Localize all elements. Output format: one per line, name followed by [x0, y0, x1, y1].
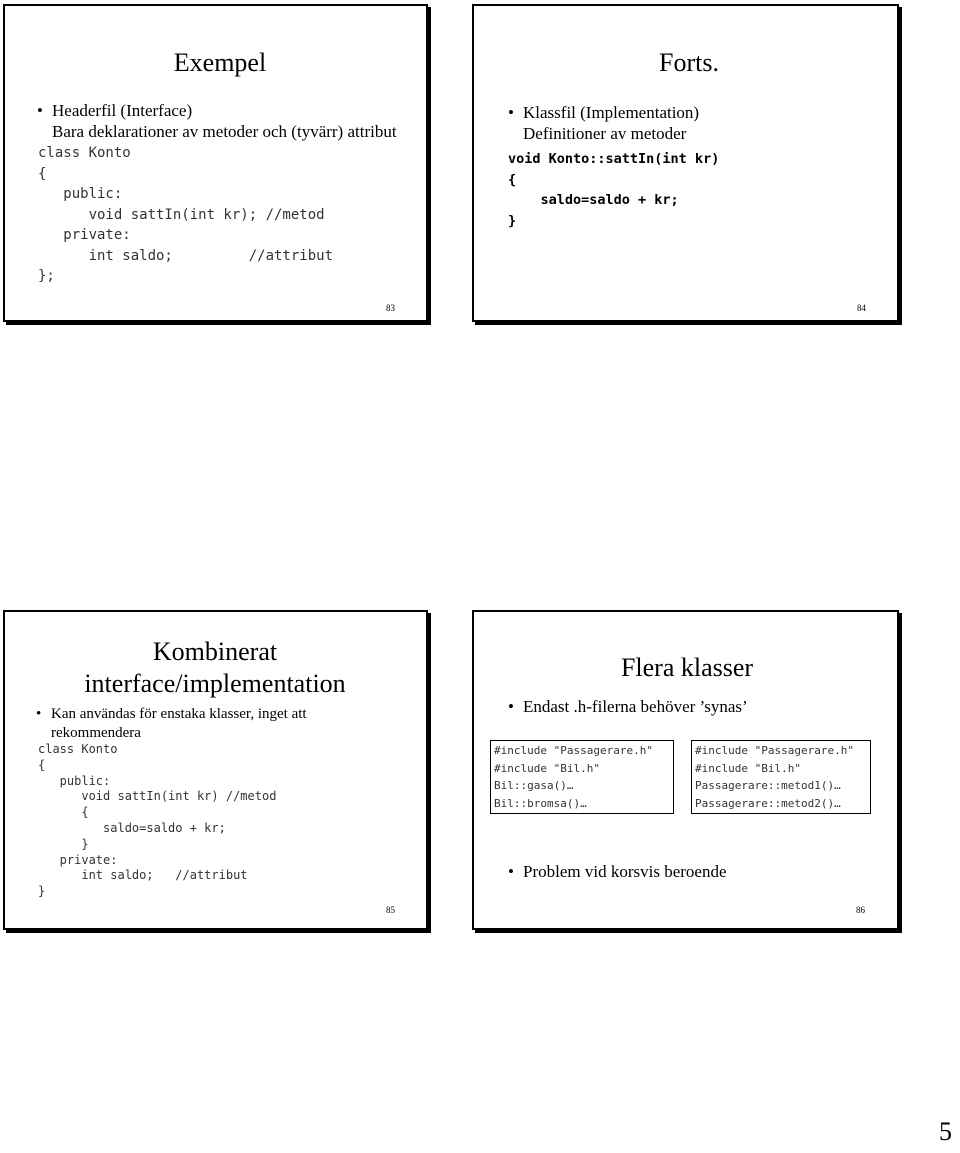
bullet-text: Headerfil (Interface)	[52, 101, 193, 120]
slide-title: Forts.	[659, 48, 719, 77]
code-block: void Konto::sattIn(int kr) { saldo=saldo + kr; }	[508, 151, 720, 229]
bullet-subtext: Bara deklarationer av metoder och (tyvärr) attribut	[52, 122, 397, 141]
bullet-icon: •	[508, 697, 514, 716]
slide-title: Flera klasser	[620, 653, 754, 682]
slide-83	[3, 4, 428, 322]
slide-84	[472, 4, 899, 322]
bullet-text: Endast .h-filerna behöver ’synas’	[523, 697, 748, 716]
bullet-icon: •	[508, 103, 514, 122]
slide-number: 86	[856, 905, 865, 915]
slide-number: 84	[857, 303, 866, 313]
slide-86	[472, 610, 899, 930]
slide-85	[3, 610, 428, 930]
slide-number: 85	[386, 905, 395, 915]
bullet-item	[508, 102, 888, 144]
bullet-text: Kan användas för enstaka klasser, inget att rekommendera	[51, 706, 307, 741]
bullet-icon: •	[36, 706, 42, 722]
bullet-item	[508, 696, 888, 717]
code-block: class Konto { public: void sattIn(int kr) //metod { saldo=saldo + kr; } private: int saldo; //attribut }	[38, 742, 277, 899]
slide-title: Exempel	[173, 48, 267, 77]
slide-number: 83	[386, 303, 395, 313]
bullet-subtext: Definitioner av metoder	[523, 124, 687, 143]
bullet-text: Klassfil (Implementation)	[523, 103, 700, 122]
code-box-passagerare: #include "Passagerare.h" #include "Bil.h" Passagerare::metod1()… Passagerare::metod2()…	[691, 740, 871, 814]
code-box-bil: #include "Passagerare.h" #include "Bil.h" Bil::gasa()… Bil::bromsa()…	[490, 740, 674, 814]
code-block: class Konto { public: void sattIn(int kr); //metod private: int saldo; //attribut };	[38, 145, 334, 284]
bullet-item	[508, 861, 888, 882]
bullet-icon: •	[37, 101, 43, 120]
bullet-icon: •	[508, 862, 514, 881]
bullet-item	[37, 100, 417, 142]
page-number: 5	[939, 1117, 952, 1146]
bullet-item	[36, 705, 356, 743]
bullet-text: Problem vid korsvis beroende	[523, 862, 727, 881]
slide-title: Kombinerat interface/implementation	[84, 637, 346, 698]
